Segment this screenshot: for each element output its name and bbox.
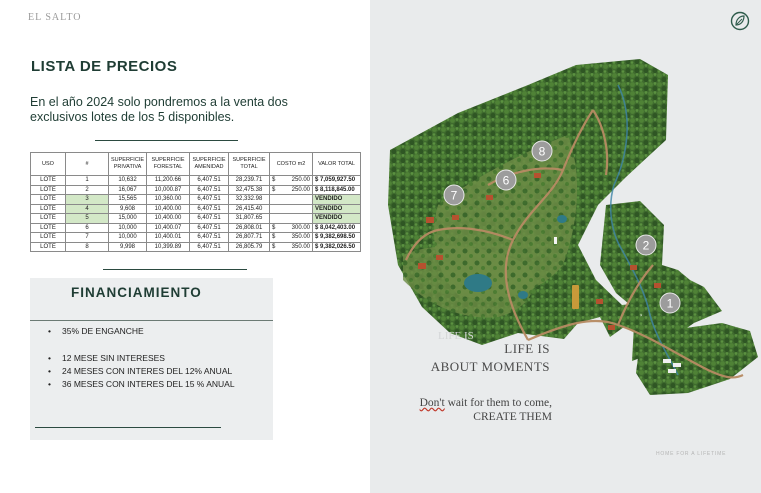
- table-cell-num: 6: [66, 223, 109, 233]
- table-cell-total: 31,807.65: [229, 214, 270, 224]
- table-row: [31, 242, 361, 252]
- tagline-line3-b: wait for them to come,: [444, 397, 552, 409]
- currency-symbol: $: [272, 243, 276, 250]
- table-row: [31, 214, 361, 224]
- table-cell-num: 7: [66, 233, 109, 243]
- table-cell-amen: 6,407.51: [190, 185, 229, 195]
- col-header: SUPERFICIE TOTAL: [229, 153, 270, 176]
- table-cell-valor: VENDIDO: [313, 195, 361, 205]
- cost-value: 250.00: [291, 186, 311, 193]
- table-cell-priv: 9,998: [109, 242, 147, 252]
- lot-marker[interactable]: [660, 293, 680, 313]
- financing-title: FINANCIAMIENTO: [71, 285, 202, 300]
- table-cell-num: 4: [66, 204, 109, 214]
- table-cell-amen: 6,407.51: [190, 195, 229, 205]
- table-cell-priv: 15,000: [109, 214, 147, 224]
- col-header: SUPERFICIE FORESTAL: [147, 153, 190, 176]
- currency-symbol: $: [272, 186, 276, 193]
- table-cell-valor: $ 9,382,026.50: [313, 242, 361, 252]
- list-item: • 35% DE ENGANCHE: [46, 325, 144, 338]
- table-row: [31, 223, 361, 233]
- financing-divider: [30, 320, 273, 321]
- table-cell-total: 26,807.71: [229, 233, 270, 243]
- table-cell-forestal: 11,200.66: [147, 176, 190, 186]
- col-header: SUPERFICIE PRIVATIVA: [109, 153, 147, 176]
- table-cell-uso: LOTE: [31, 185, 66, 195]
- table-cell-valor: $ 9,382,698.50: [313, 233, 361, 243]
- page-title: LISTA DE PRECIOS: [31, 58, 178, 75]
- table-cell-valor: $ 8,118,845.00: [313, 185, 361, 195]
- table-cell-num: 2: [66, 185, 109, 195]
- currency-symbol: $: [272, 224, 276, 231]
- table-cell-total: 26,808.01: [229, 223, 270, 233]
- table-cell-uso: LOTE: [31, 176, 66, 186]
- table-cell-uso: LOTE: [31, 223, 66, 233]
- tagline-line3-a: Don't: [419, 397, 445, 409]
- table-cell-num: 8: [66, 242, 109, 252]
- table-cell-priv: 16,067: [109, 185, 147, 195]
- table-row: [31, 204, 361, 214]
- table-row: [31, 176, 361, 186]
- financing-panel: [30, 278, 273, 440]
- divider: [103, 269, 247, 270]
- divider: [95, 140, 238, 141]
- lot-marker[interactable]: [636, 235, 656, 255]
- table-cell-valor: $ 8,042,403.00: [313, 223, 361, 233]
- table-cell-forestal: 10,000.87: [147, 185, 190, 195]
- table-cell-costo: [270, 233, 313, 243]
- col-header: #: [66, 153, 109, 176]
- table-cell-amen: 6,407.51: [190, 233, 229, 243]
- tagline: [392, 340, 550, 376]
- table-cell-uso: LOTE: [31, 242, 66, 252]
- lot-marker[interactable]: [532, 141, 552, 161]
- list-item: • 12 MESE SIN INTERESES: [46, 352, 235, 365]
- lot-marker-label: 8: [538, 144, 546, 159]
- table-cell-total: 28,239.71: [229, 176, 270, 186]
- tagline-line2: ABOUT MOMENTS: [430, 359, 550, 374]
- table-row: [31, 233, 361, 243]
- table-cell-num: 5: [66, 214, 109, 224]
- table-cell-num: 3: [66, 195, 109, 205]
- tagline-ghost: LIFE IS: [438, 330, 474, 342]
- table-cell-priv: 9,608: [109, 204, 147, 214]
- table-cell-valor: VENDIDO: [313, 204, 361, 214]
- table-cell-total: 32,475.38: [229, 185, 270, 195]
- table-cell-costo: [270, 242, 313, 252]
- col-header: VALOR TOTAL: [313, 153, 361, 176]
- tagline-line3: [380, 396, 552, 410]
- table-cell-forestal: 10,400.01: [147, 233, 190, 243]
- table-cell-priv: 15,565: [109, 195, 147, 205]
- table-cell-uso: LOTE: [31, 233, 66, 243]
- financing-bottom-rule: [35, 427, 221, 428]
- table-cell-amen: 6,407.51: [190, 214, 229, 224]
- lot-marker-label: 2: [642, 238, 650, 253]
- table-cell-forestal: 10,360.00: [147, 195, 190, 205]
- table-cell-valor: $ 7,059,927.50: [313, 176, 361, 186]
- list-item: • 36 MESES CON INTERES DEL 15 % ANUAL: [46, 378, 235, 391]
- financing-list-1: [46, 325, 144, 338]
- table-header-row: [31, 153, 361, 176]
- table-cell-costo: [270, 223, 313, 233]
- currency-symbol: $: [272, 177, 276, 184]
- lot-marker-label: 1: [666, 296, 674, 311]
- table-cell-amen: 6,407.51: [190, 223, 229, 233]
- table-cell-priv: 10,000: [109, 233, 147, 243]
- table-row: [31, 195, 361, 205]
- cost-value: 250.00: [291, 177, 311, 184]
- col-header: COSTO m2: [270, 153, 313, 176]
- footer-text: HOME FOR A LIFETIME: [656, 451, 727, 457]
- table-cell-amen: 6,407.51: [190, 204, 229, 214]
- cost-value: 300.00: [291, 224, 311, 231]
- intro-text: En el año 2024 solo pondremos a la venta dos exclusivos lotes de los 5 disponibles.: [30, 95, 288, 124]
- brand-name: EL SALTO: [28, 12, 82, 23]
- table-row: [31, 185, 361, 195]
- table-cell-uso: LOTE: [31, 195, 66, 205]
- table-cell-valor: VENDIDO: [313, 214, 361, 224]
- list-item: • 24 MESES CON INTERES DEL 12% ANUAL: [46, 365, 235, 378]
- price-table: [30, 152, 361, 252]
- table-cell-num: 1: [66, 176, 109, 186]
- lot-marker-label: 6: [502, 173, 510, 188]
- tagline-line1: LIFE IS: [504, 341, 550, 356]
- table-cell-costo: [270, 204, 313, 214]
- leaf-circle-icon: [730, 11, 750, 31]
- table-cell-costo: [270, 176, 313, 186]
- table-cell-total: 26,415.40: [229, 204, 270, 214]
- lot-marker[interactable]: [496, 170, 516, 190]
- table-cell-amen: 6,407.51: [190, 176, 229, 186]
- lot-marker-label: 7: [450, 188, 458, 203]
- left-panel: [0, 0, 370, 493]
- table-cell-forestal: 10,400.00: [147, 204, 190, 214]
- table-cell-costo: [270, 185, 313, 195]
- table-cell-priv: 10,632: [109, 176, 147, 186]
- cost-value: 350.00: [291, 234, 311, 241]
- table-cell-forestal: 10,400.00: [147, 214, 190, 224]
- table-cell-total: 26,805.79: [229, 242, 270, 252]
- currency-symbol: $: [272, 234, 276, 241]
- cost-value: 350.00: [291, 243, 311, 250]
- table-cell-uso: LOTE: [31, 204, 66, 214]
- tagline-sub: [380, 396, 552, 424]
- col-header: USO: [31, 153, 66, 176]
- table-cell-amen: 6,407.51: [190, 242, 229, 252]
- table-cell-uso: LOTE: [31, 214, 66, 224]
- table-cell-priv: 10,000: [109, 223, 147, 233]
- table-cell-forestal: 10,400.07: [147, 223, 190, 233]
- lot-marker[interactable]: [444, 185, 464, 205]
- col-header: SUPERFICIE AMENIDAD: [190, 153, 229, 176]
- table-cell-costo: [270, 195, 313, 205]
- tagline-line4: CREATE THEM: [473, 411, 552, 423]
- table-cell-forestal: 10,399.89: [147, 242, 190, 252]
- financing-list-2: [46, 352, 235, 391]
- table-cell-total: 32,332.98: [229, 195, 270, 205]
- table-cell-costo: [270, 214, 313, 224]
